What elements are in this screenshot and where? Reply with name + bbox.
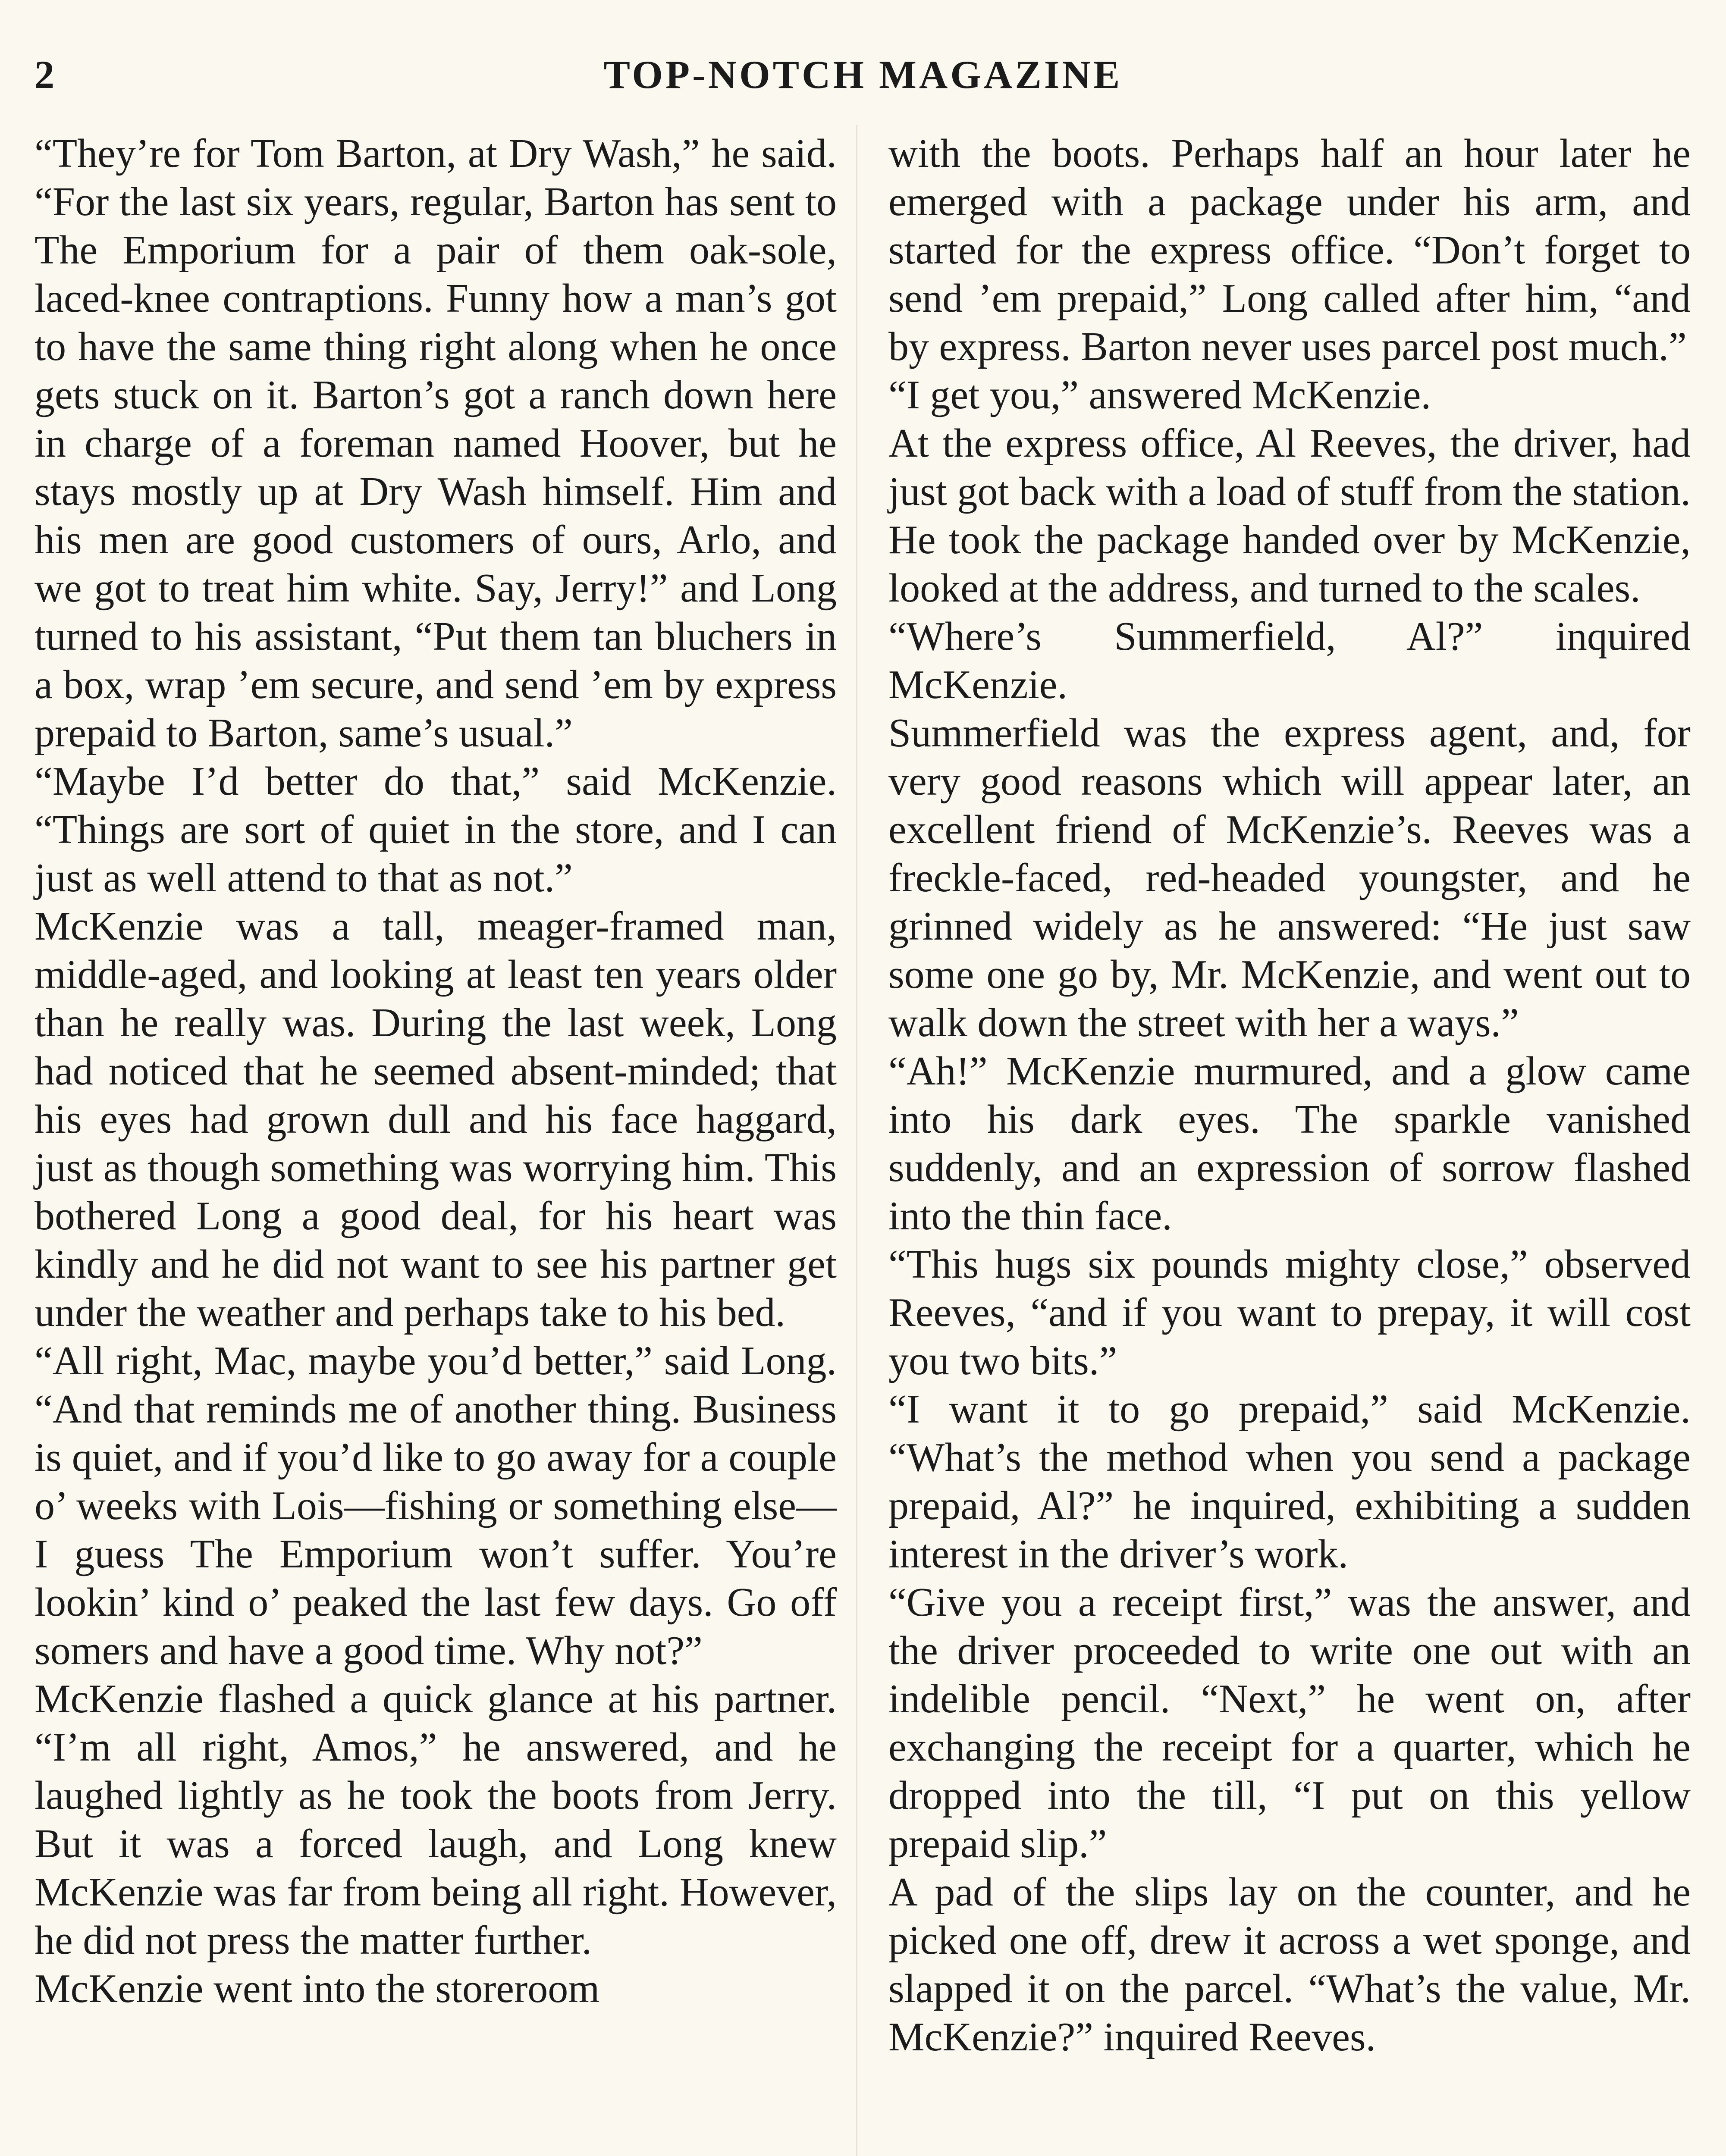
paragraph: “Ah!” McKenzie murmured, and a glow came into his dark eyes. The sparkle vanished suddenly, and an expression of sorrow flashed into the thin face. bbox=[888, 1049, 1691, 1238]
paragraph: “They’re for Tom Barton, at Dry Wash,” he said. “For the last six years, regular, Barton has sent to The Emporium for a pair of them oak-sole, laced-knee contraptions. Funny how a man’s got to have the same thing right along when he once gets stuck on it. Barton’s got a ranch down here in charge of a foreman named Hoover, but he stays mostly up at Dry Wash himself. Him and his men are good customers of ours, Arlo, and we got to treat him white. Say, Jerry!” and Long turned to his assistant, “Put them tan bluchers in a box, wrap ’em secure, and send ’em by express prepaid to Barton, same’s usual.” bbox=[35, 131, 837, 755]
right-column bbox=[888, 129, 1691, 2061]
page-header bbox=[35, 52, 1691, 103]
paragraph: “Where’s Summerfield, Al?” inquired McKenzie. bbox=[888, 614, 1691, 707]
paragraph: Summerfield was the express agent, and, for very good reasons which will appear later, an excellent friend of McKenzie’s. Reeves was a freckle-faced, red-headed youngster, and he grinned widely as he answered: “He just saw some one go by, Mr. McKenzie, and went out to walk down the street with her a ways.” bbox=[888, 711, 1691, 1045]
paragraph: At the express office, Al Reeves, the driver, had just got back with a load of stuff from the station. He took the package handed over by McKenzie, looked at the address, and turned to the scales. bbox=[888, 421, 1691, 611]
paragraph: “This hugs six pounds mighty close,” observed Reeves, “and if you want to prepay, it will cost you two bits.” bbox=[888, 1242, 1691, 1383]
paragraph: McKenzie was a tall, meager-framed man, middle-aged, and looking at least ten years older than he really was. During the last week, Long had noticed that he seemed absent-minded; that his eyes had grown dull and his face haggard, just as though something was worrying him. This bothered Long a good deal, for his heart was kindly and he did not want to see his partner get under the weather and perhaps take to his bed. bbox=[35, 904, 837, 1335]
paragraph: “All right, Mac, maybe you’d better,” said Long. “And that reminds me of another thing. Business is quiet, and if you’d like to go away for a couple o’ weeks with Lois—fishing or something else—I guess The Emporium won’t suffer. You’re lookin’ kind o’ peaked the last few days. Go off somers and have a good time. Why not?” bbox=[35, 1338, 837, 1673]
column-gutter bbox=[856, 125, 857, 2156]
paragraph: with the boots. Perhaps half an hour later he emerged with a package under his arm, and started for the express office. “Don’t forget to send ’em prepaid,” Long called after him, “and by express. Barton never uses parcel post much.” bbox=[888, 131, 1691, 369]
running-head: TOP-NOTCH MAGAZINE bbox=[603, 53, 1123, 97]
paragraph: “I get you,” answered McKenzie. bbox=[888, 373, 1431, 417]
paragraph: A pad of the slips lay on the counter, and he picked one off, drew it across a wet sponge, and slapped it on the parcel. “What’s the value, Mr. McKenzie?” inquired Reeves. bbox=[888, 1870, 1691, 2059]
left-column bbox=[35, 129, 837, 2013]
paragraph: “I want it to go prepaid,” said McKenzie. “What’s the method when you send a package prepaid, Al?” he inquired, exhibiting a sudden interest in the driver’s work. bbox=[888, 1387, 1691, 1576]
paragraph: “Maybe I’d better do that,” said McKenzie. “Things are sort of quiet in the store, and I can just as well attend to that as not.” bbox=[35, 759, 837, 900]
paragraph: McKenzie went into the storeroom bbox=[35, 1966, 600, 2011]
paragraph: “Give you a receipt first,” was the answer, and the driver proceeded to write one out with an indelible pencil. “Next,” he went on, after exchanging the receipt for a quarter, which he dropped into the till, “I put on this yellow prepaid slip.” bbox=[888, 1580, 1691, 1866]
page-number: 2 bbox=[35, 53, 55, 97]
paragraph: McKenzie flashed a quick glance at his partner. “I’m all right, Amos,” he answered, and he laughed lightly as he took the boots from Jerry. But it was a forced laugh, and Long knew McKenzie was far from being all right. However, he did not press the matter further. bbox=[35, 1677, 837, 1963]
